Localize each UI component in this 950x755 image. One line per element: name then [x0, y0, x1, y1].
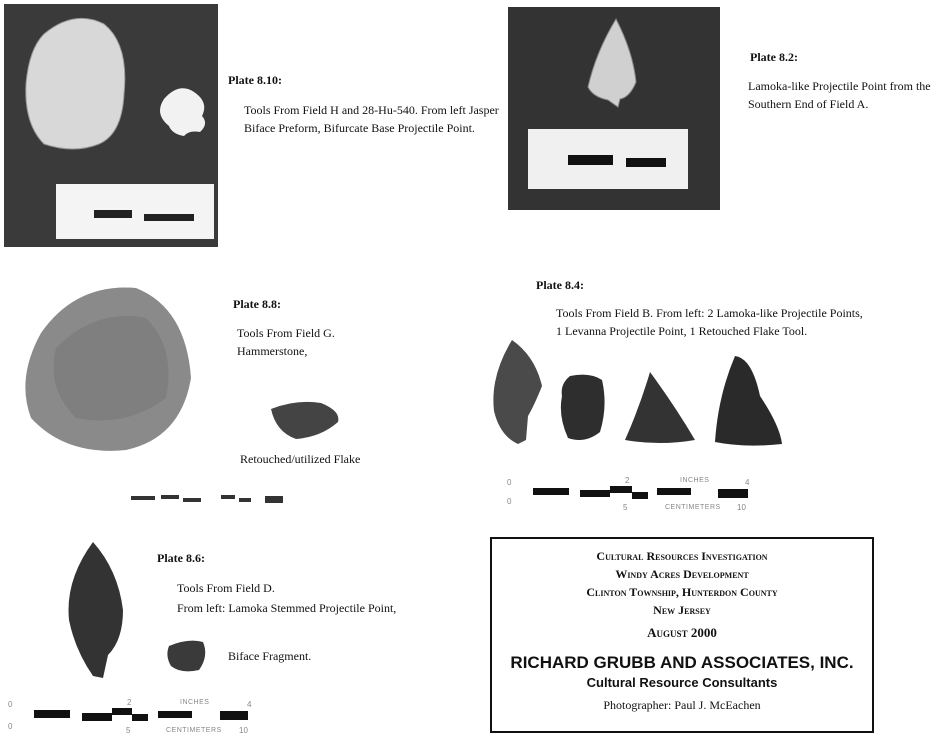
biface-fragment-image	[163, 636, 213, 676]
plate-8-6-caption-1: Tools From Field D.	[177, 581, 275, 595]
company-name: RICHARD GRUBB AND ASSOCIATES, INC.	[510, 653, 854, 672]
plate-8-6-scale-cm-10: 10	[239, 726, 248, 735]
scale-card	[56, 184, 214, 239]
plate-8-8-caption-2: Hammerstone,	[237, 344, 308, 358]
plate-8-2-photo	[508, 7, 720, 210]
lamoka-stemmed-point-image	[63, 540, 143, 680]
plate-8-4-scale-inches: INCHES	[680, 477, 710, 484]
plate-8-10-photo	[4, 4, 218, 247]
plate-8-6-scale-in-2: 2	[127, 698, 132, 707]
plate-8-6-scale-centimeters: CENTIMETERS	[166, 727, 222, 734]
report-title-line-3: Clinton Township, Hunterdon County	[586, 585, 778, 599]
plate-8-6-caption-2: From left: Lamoka Stemmed Projectile Point,	[177, 601, 397, 615]
report-title-box	[490, 537, 874, 733]
jasper-biface-preform	[26, 18, 125, 149]
plate-8-2-title: Plate 8.2:	[750, 50, 798, 64]
plate-8-6-scale-in-4: 4	[247, 700, 252, 709]
plate-8-8-flake-label: Retouched/utilized Flake	[240, 452, 361, 466]
plate-8-4-scale-in-2: 2	[625, 476, 630, 485]
plate-8-2-caption: Lamoka-like Projectile Point from the Southern End of Field A.	[748, 79, 931, 111]
plate-8-4-scale-centimeters: CENTIMETERS	[665, 504, 721, 511]
plate-8-6-scale-in-0: 0	[8, 700, 13, 709]
plate-8-4-caption-1: Tools From Field B. From left: 2 Lamoka-like Projectile Points,	[556, 306, 863, 320]
plate-8-6-scale-inches: INCHES	[180, 699, 210, 706]
plate-8-4-caption-2: 1 Levanna Projectile Point, 1 Retouched Flake Tool.	[556, 324, 808, 338]
lamoka-like-point	[588, 19, 636, 107]
plate-8-8-title: Plate 8.8:	[233, 297, 281, 311]
report-title-line-1: Cultural Resources Investigation	[596, 549, 768, 563]
lamoka-like-point-2	[561, 375, 605, 440]
company-subtitle: Cultural Resource Consultants	[586, 675, 778, 690]
plate-8-6-title: Plate 8.6:	[157, 551, 205, 565]
plate-8-4-title: Plate 8.4:	[536, 278, 584, 292]
plate-8-8-scale-bar	[131, 493, 286, 505]
plate-8-6-scale-bar	[34, 708, 254, 724]
plate-8-4-artifacts	[490, 336, 790, 446]
plate-8-10-caption: Tools From Field H and 28-Hu-540. From left Jasper Biface Preform, Bifurcate Base Projectile Point.	[244, 103, 499, 135]
plate-8-4-scale-bar	[533, 486, 753, 502]
bifurcate-base-point	[160, 88, 205, 136]
plate-8-4-scale-in-0: 0	[507, 478, 512, 487]
retouched-flake-tool	[715, 356, 782, 446]
retouched-flake-image	[266, 397, 346, 442]
report-title-line-2: Windy Acres Development	[615, 567, 749, 581]
plate-8-2-artifacts	[508, 7, 720, 210]
plate-8-8-caption-1: Tools From Field G.	[237, 326, 335, 340]
plate-8-4-scale-in-4: 4	[745, 478, 750, 487]
plate-8-6-fragment-label: Biface Fragment.	[228, 649, 312, 663]
plate-8-4-scale-cm-0: 0	[507, 497, 512, 506]
report-date: August 2000	[647, 625, 717, 640]
plate-8-4-scale-cm-10: 10	[737, 503, 746, 512]
plate-8-6-scale-cm-5: 5	[126, 726, 131, 735]
plate-8-10-title: Plate 8.10:	[228, 73, 282, 87]
photographer-credit: Photographer: Paul J. McEachen	[603, 698, 761, 712]
hammerstone-image	[16, 278, 201, 458]
plate-8-4-scale-cm-5: 5	[623, 503, 628, 512]
plate-8-6-scale-cm-0: 0	[8, 722, 13, 731]
report-title-line-4: New Jersey	[653, 603, 711, 617]
plate-8-10-artifacts	[4, 4, 218, 247]
lamoka-like-point-1	[493, 340, 542, 444]
levanna-point	[625, 372, 695, 443]
